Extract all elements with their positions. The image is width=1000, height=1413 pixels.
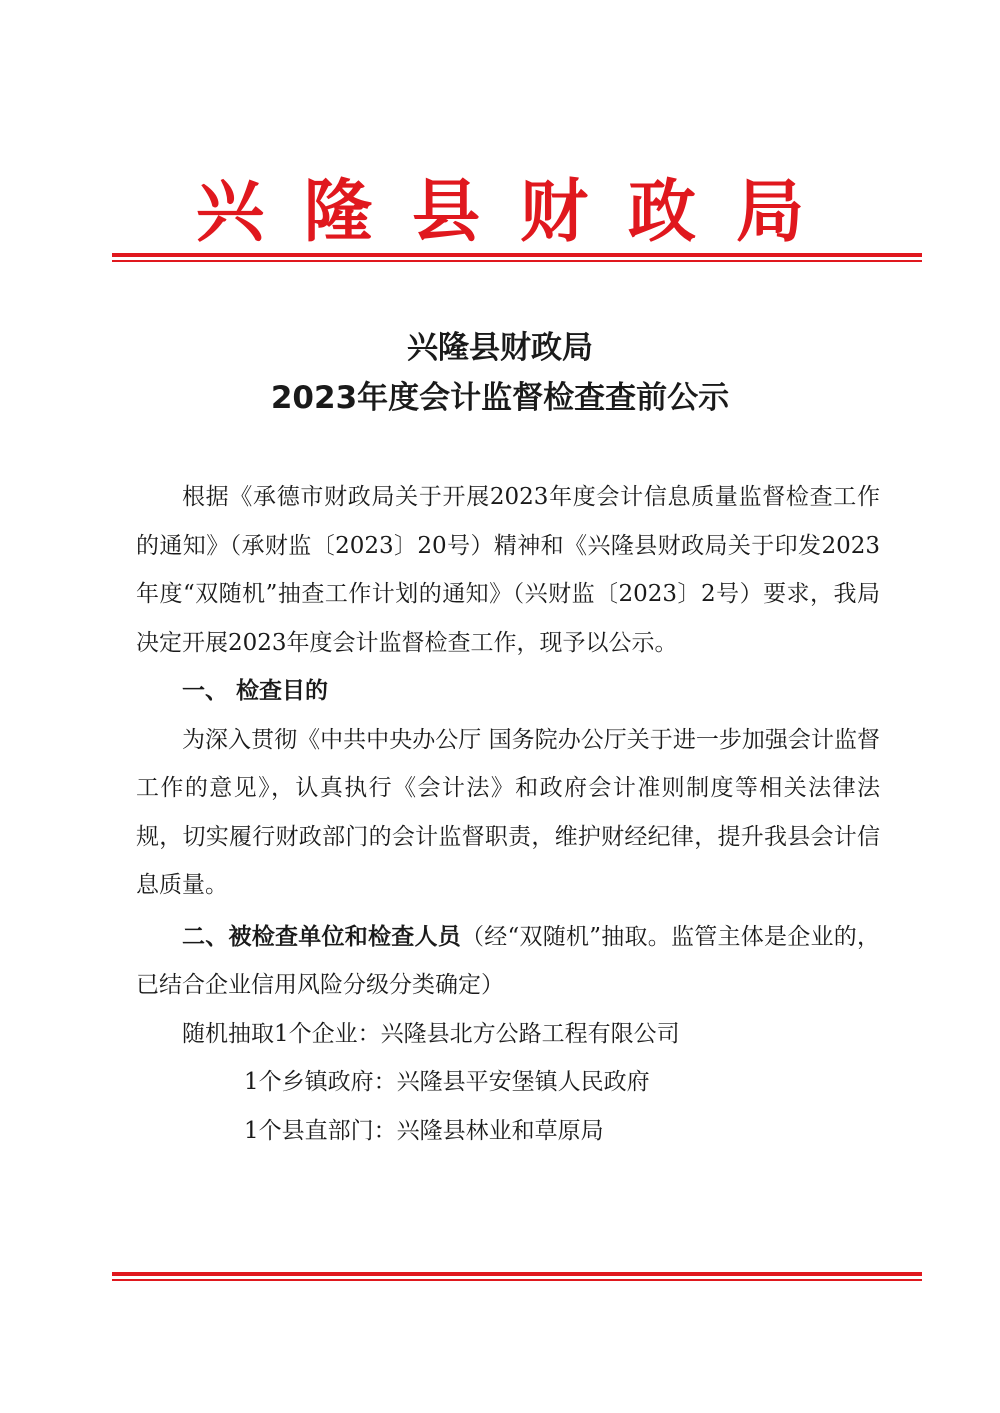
- letterhead-title: 兴隆县财政局: [195, 172, 844, 252]
- section2-note: （经“双随机”抽取。监管主体是企业的，已结合企业信用风险分级分类确定）: [136, 923, 880, 998]
- footer-divider: [112, 1272, 922, 1281]
- document-title-line1: 兴隆县财政局: [407, 330, 593, 366]
- section1-paragraph: 为深入贯彻《中共中央办公厅 国务院办公厅关于进一步加强会计监督工作的意见》，认真执行《会计法》和政府会计准则制度等相关法律法规，切实履行财政部门的会计监督职责，维护财经纪律，提升我县会计信息质量。: [136, 726, 880, 898]
- document-title: [0, 323, 1000, 423]
- list-item: 1个县直部门：兴隆县林业和草原局: [244, 1117, 604, 1144]
- section2-heading: 二、被检查单位和检查人员: [182, 923, 461, 950]
- intro-paragraph: 根据《承德市财政局关于开展2023年度会计信息质量监督检查工作的通知》（承财监〔2023〕20号）精神和《兴隆县财政局关于印发2023年度“双随机”抽查工作计划的通知》（兴财监〔2023〕2号）要求，我局决定开展2023年度会计监督检查工作，现予以公示。: [136, 484, 880, 656]
- letterhead-divider: [112, 253, 922, 262]
- divider-thick-line: [112, 253, 922, 257]
- document-title-line2: 2023年度会计监督检查查前公示: [270, 380, 730, 416]
- list-item: 随机抽取1个企业：兴隆县北方公路工程有限公司: [182, 1020, 680, 1047]
- divider-thick-line: [112, 1272, 922, 1276]
- section2-paragraph: [136, 913, 880, 1010]
- section1-heading: 一、 检查目的: [182, 678, 329, 704]
- divider-thin-line: [112, 1279, 922, 1281]
- list-item: 1个乡镇政府：兴隆县平安堡镇人民政府: [244, 1069, 650, 1095]
- document-body: [136, 473, 880, 1155]
- divider-thin-line: [112, 260, 922, 262]
